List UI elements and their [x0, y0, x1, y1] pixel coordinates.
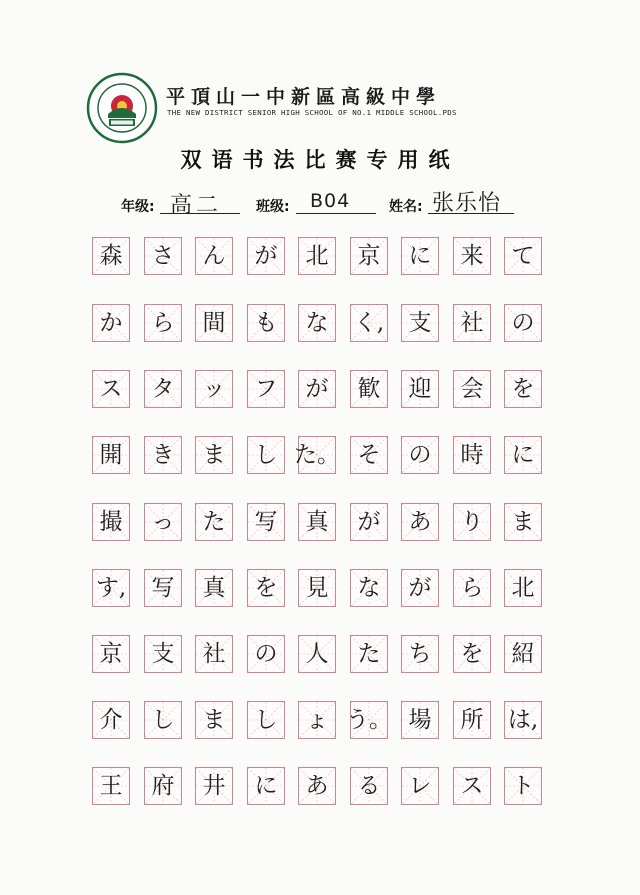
handwritten-char: タ	[151, 375, 175, 402]
grid-cell	[401, 635, 439, 673]
handwritten-char: 会	[460, 375, 484, 402]
handwritten-char: ま	[511, 508, 535, 535]
handwritten-char: ま	[202, 706, 226, 733]
grid-cell	[298, 304, 336, 342]
grid-cell	[346, 701, 392, 739]
handwritten-char: の	[511, 309, 535, 336]
handwritten-char: す,	[95, 574, 127, 601]
grid-cell	[195, 436, 233, 474]
grid-cell	[504, 569, 542, 607]
grid-cell	[195, 635, 233, 673]
handwritten-char: あ	[305, 772, 329, 799]
grid-cell	[92, 569, 130, 607]
handwritten-char: 王	[99, 772, 123, 799]
handwritten-char: ら	[460, 574, 484, 601]
grid-cell	[92, 635, 130, 673]
grid-cell	[401, 767, 439, 805]
handwritten-char: ト	[511, 772, 535, 799]
grid-cell	[247, 767, 285, 805]
sheet-title: 双语书法比赛专用纸	[180, 147, 460, 172]
handwritten-char: 時	[460, 441, 484, 468]
grid-cell	[401, 436, 439, 474]
name-label: 姓名:	[389, 199, 423, 215]
grid-cell	[401, 304, 439, 342]
grid-cell	[92, 767, 130, 805]
grid-cell	[195, 503, 233, 541]
grid-cell	[350, 503, 388, 541]
school-name-cn: 平頂山一中新區高級中學	[166, 86, 442, 108]
handwritten-char: が	[408, 574, 432, 601]
handwritten-char: が	[254, 242, 278, 269]
grid-cell	[298, 370, 336, 408]
grid-cell	[195, 569, 233, 607]
handwritten-char: 紹	[511, 640, 535, 667]
handwritten-char: 府	[151, 772, 175, 799]
handwritten-char: 支	[408, 309, 432, 336]
handwritten-char: く,	[353, 309, 385, 336]
handwritten-char: 歓	[357, 375, 381, 402]
grid-cell	[144, 304, 182, 342]
grid-cell	[298, 503, 336, 541]
handwritten-char: の	[408, 441, 432, 468]
grid-cell	[92, 701, 130, 739]
grid-cell	[504, 370, 542, 408]
grid-cell	[453, 370, 491, 408]
grid-cell	[350, 767, 388, 805]
handwritten-char: か	[99, 309, 123, 336]
grid-cell	[453, 569, 491, 607]
handwritten-char: 間	[202, 309, 226, 336]
handwritten-char: 真	[202, 574, 226, 601]
grid-cell	[195, 767, 233, 805]
handwritten-char: あ	[408, 508, 432, 535]
handwritten-char: 京	[357, 242, 381, 269]
handwritten-char: を	[511, 375, 535, 402]
grid-cell	[144, 767, 182, 805]
handwritten-char: る	[357, 772, 381, 799]
handwritten-char: ま	[202, 441, 226, 468]
handwritten-char: を	[254, 574, 278, 601]
grid-cell	[350, 635, 388, 673]
grid-cell	[504, 436, 542, 474]
school-name-en: THE NEW DISTRICT SENIOR HIGH SCHOOL OF NO.1 MIDDLE SCHOOL.PDS	[167, 108, 457, 117]
grid-cell	[144, 237, 182, 275]
class-value: B04	[310, 190, 351, 212]
grid-cell	[504, 701, 542, 739]
grid-cell	[144, 701, 182, 739]
handwritten-char: に	[408, 242, 432, 269]
grade-value: 高二	[170, 193, 223, 218]
handwritten-char: 見	[305, 574, 329, 601]
handwritten-char: そ	[357, 441, 381, 468]
grid-cell	[144, 436, 182, 474]
grid-cell	[350, 436, 388, 474]
grid-cell	[401, 503, 439, 541]
grid-cell	[294, 436, 340, 474]
grid-cell	[247, 569, 285, 607]
handwritten-char: 写	[254, 508, 278, 535]
handwritten-char: を	[460, 640, 484, 667]
grid-cell	[401, 237, 439, 275]
handwritten-char: 写	[151, 574, 175, 601]
handwritten-char: 場	[408, 706, 432, 733]
handwritten-char: 来	[460, 242, 484, 269]
grade-label: 年级:	[121, 199, 155, 215]
handwritten-char: た	[357, 640, 381, 667]
grid-cell	[247, 370, 285, 408]
grid-cell	[504, 237, 542, 275]
handwritten-char: し	[254, 441, 278, 468]
grid-cell	[504, 767, 542, 805]
handwritten-char: が	[357, 508, 381, 535]
handwritten-char: し	[254, 706, 278, 733]
handwritten-char: 森	[99, 242, 123, 269]
class-label: 班级:	[256, 199, 290, 215]
grid-cell	[298, 767, 336, 805]
grid-cell	[401, 370, 439, 408]
grid-cell	[401, 569, 439, 607]
handwritten-char: に	[511, 441, 535, 468]
grid-cell	[453, 503, 491, 541]
name-value: 张乐怡	[432, 191, 502, 216]
grid-cell	[298, 569, 336, 607]
grid-cell	[453, 304, 491, 342]
handwritten-char: ょ	[305, 706, 329, 733]
grid-cell	[504, 503, 542, 541]
grid-cell	[247, 701, 285, 739]
handwritten-char: 北	[305, 242, 329, 269]
grid-cell	[504, 635, 542, 673]
grid-cell	[401, 701, 439, 739]
handwritten-char: な	[357, 574, 381, 601]
handwritten-char: ッ	[202, 375, 226, 402]
grid-cell	[350, 304, 388, 342]
grid-cell	[453, 701, 491, 739]
handwritten-char: が	[305, 375, 329, 402]
handwritten-char: 支	[151, 640, 175, 667]
grid-cell	[92, 436, 130, 474]
grid-cell	[350, 237, 388, 275]
handwritten-char: レ	[408, 772, 432, 799]
grid-cell	[195, 701, 233, 739]
grid-cell	[195, 237, 233, 275]
handwritten-char: ち	[408, 640, 432, 667]
handwritten-char: ス	[460, 772, 484, 799]
grid-cell	[144, 370, 182, 408]
grid-cell	[247, 436, 285, 474]
grid-cell	[247, 635, 285, 673]
handwritten-char: し	[151, 706, 175, 733]
grid-cell	[247, 503, 285, 541]
handwritten-char: ん	[202, 242, 226, 269]
handwritten-char: ス	[99, 375, 123, 402]
grid-cell	[298, 701, 336, 739]
grid-cell	[453, 635, 491, 673]
handwritten-char: な	[305, 309, 329, 336]
handwritten-char: 所	[460, 706, 484, 733]
handwritten-char: り	[460, 508, 484, 535]
handwritten-char: 北	[511, 574, 535, 601]
grid-cell	[504, 304, 542, 342]
grid-cell	[92, 370, 130, 408]
grid-cell	[247, 237, 285, 275]
handwritten-char: さ	[151, 242, 175, 269]
handwritten-char: た	[202, 508, 226, 535]
handwritten-char: う。	[346, 706, 392, 733]
grid-cell	[195, 304, 233, 342]
handwritten-char: た。	[294, 441, 340, 468]
handwritten-char: の	[254, 640, 278, 667]
grid-cell	[453, 767, 491, 805]
handwritten-char: ら	[151, 309, 175, 336]
handwritten-char: も	[254, 309, 278, 336]
handwritten-char: 社	[460, 309, 484, 336]
grid-cell	[144, 569, 182, 607]
grid-cell	[247, 304, 285, 342]
grid-cell	[350, 569, 388, 607]
grid-cell	[298, 635, 336, 673]
grid-cell	[92, 237, 130, 275]
handwritten-char: き	[151, 441, 175, 468]
handwritten-char: 人	[305, 640, 329, 667]
handwritten-char: フ	[254, 375, 278, 402]
handwritten-char: 迎	[408, 375, 432, 402]
handwritten-char: は,	[507, 706, 539, 733]
handwritten-char: に	[254, 772, 278, 799]
handwritten-char: 撮	[99, 508, 123, 535]
handwritten-char: 真	[305, 508, 329, 535]
grid-cell	[92, 503, 130, 541]
grid-cell	[298, 237, 336, 275]
handwritten-char: て	[511, 242, 535, 269]
handwritten-char: 開	[99, 441, 123, 468]
handwritten-char: 井	[202, 772, 226, 799]
grid-cell	[453, 436, 491, 474]
handwritten-char: っ	[151, 508, 175, 535]
grid-cell	[144, 503, 182, 541]
handwritten-char: 社	[202, 640, 226, 667]
handwritten-char: 京	[99, 640, 123, 667]
grid-cell	[92, 304, 130, 342]
grid-cell	[453, 237, 491, 275]
grid-cell	[350, 370, 388, 408]
handwritten-char: 介	[99, 706, 123, 733]
grid-cell	[144, 635, 182, 673]
grid-cell	[195, 370, 233, 408]
